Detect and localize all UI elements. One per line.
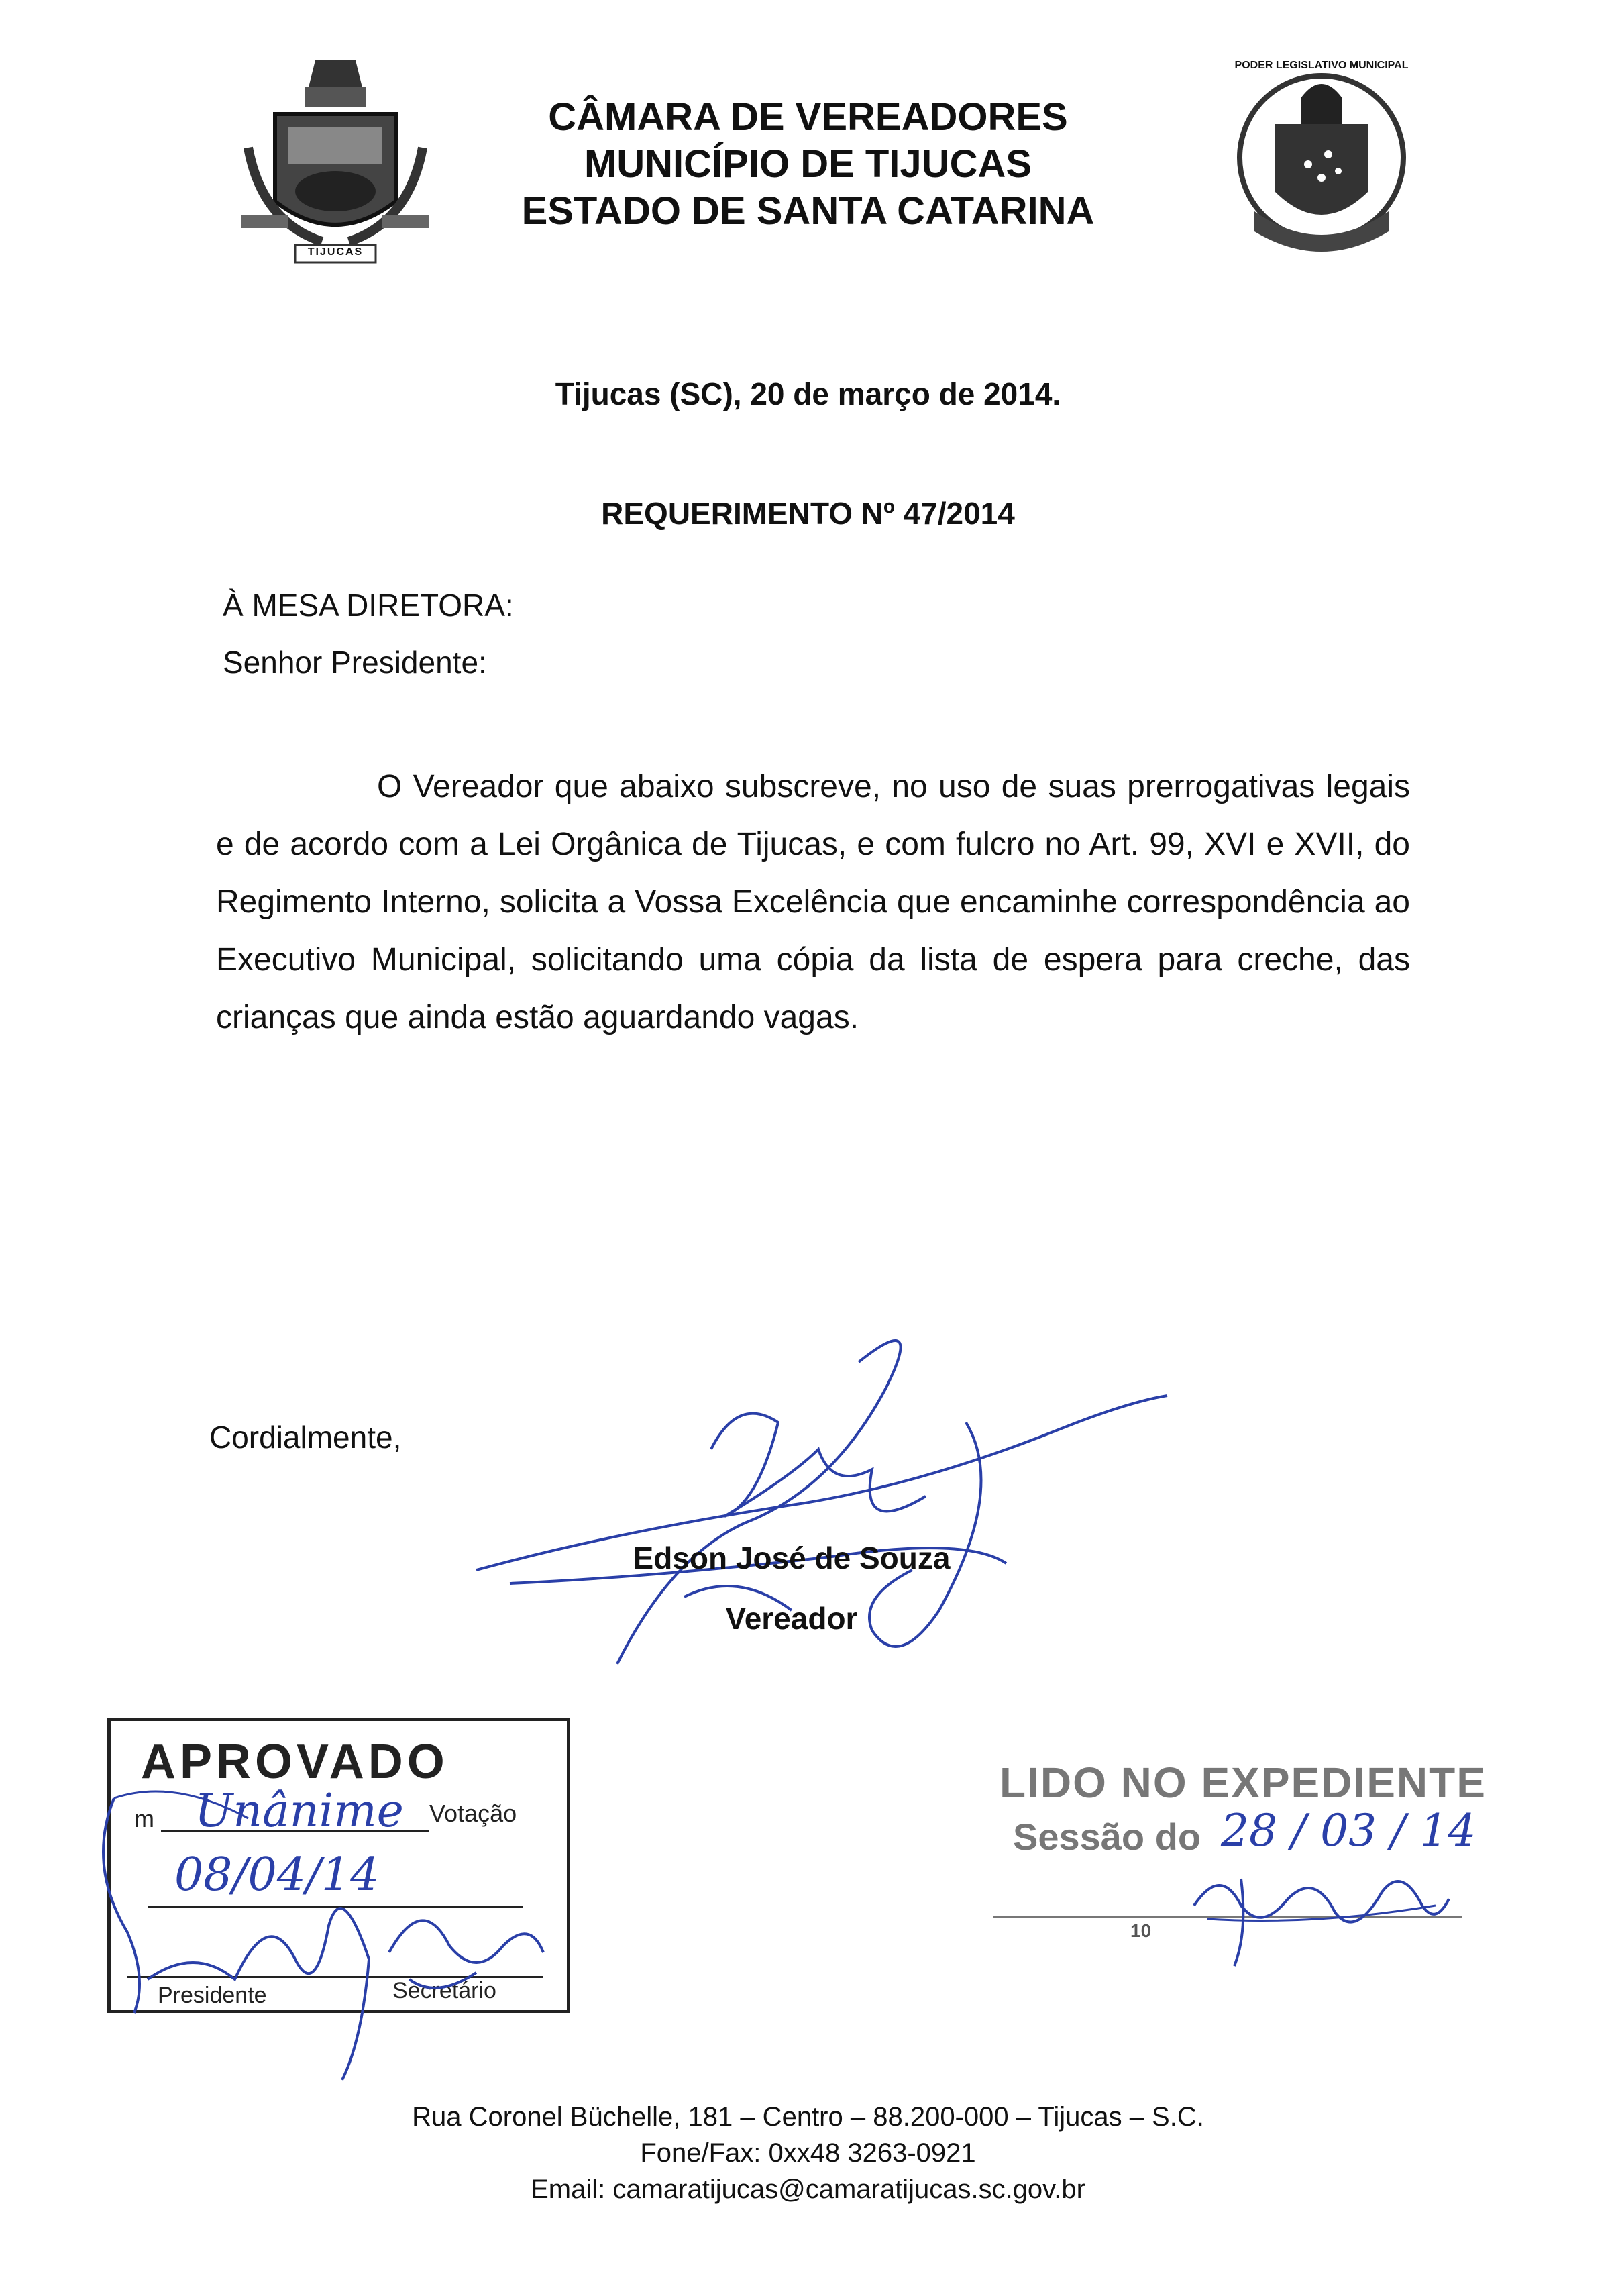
letterhead-line-3: ESTADO DE SANTA CATARINA [521,189,1095,233]
request-number: REQUERIMENTO Nº 47/2014 [601,496,1015,531]
letterhead-line-1: CÂMARA DE VEREADORES [548,95,1068,139]
document-date: Tijucas (SC), 20 de março de 2014. [555,376,1061,411]
legislative-seal [1228,57,1415,272]
secretario-label: Secretário [392,1978,496,2003]
footer-address: Rua Coronel Büchelle, 181 – Centro – 88.200-000 – Tijucas – S.C. [412,2102,1204,2132]
signature-scribble [456,1315,1194,1718]
letterhead-line-2: MUNICÍPIO DE TIJUCAS [584,142,1032,186]
reading-stamp-mark: 10 [1130,1920,1152,1941]
approval-stamp-prefix: m [134,1805,154,1832]
left-seal-label: TIJUCAS [307,246,364,258]
reading-stamp-title: LIDO NO EXPEDIENTE [1000,1759,1487,1807]
reading-stamp-session-label: Sessão do [1013,1816,1201,1858]
reading-signature-scribble [1181,1825,1462,1973]
request-body: O Vereador que abaixo subscreve, no uso de suas prerrogativas legais e de acordo com a Lei Orgânica de Tijucas, e com fulcro no Art. 99, XVI e XVII, do Regimento Interno, solicita a Vossa Excelência que encaminhe correspondência ao Executivo Municipal, solicitando uma cópia da lista de espera para creche, das crianças que ainda estão aguardando vagas. [216,769,1410,1035]
footer-phone: Fone/Fax: 0xx48 3263-0921 [640,2138,976,2168]
right-seal-label: PODER LEGISLATIVO MUNICIPAL [1234,60,1409,71]
presidente-label: Presidente [158,1983,267,2008]
votacao-label: Votação [429,1799,517,1827]
handwritten-votacao: Unânime [195,1785,404,1838]
approval-signatures-scribble [74,1758,570,2107]
handwritten-session-date: 28 / 03 / 14 [1221,1805,1476,1857]
closing: Cordialmente, [209,1420,402,1455]
approval-stamp-title: APROVADO [141,1735,449,1789]
greeting: Senhor Presidente: [223,645,487,680]
addressee: À MESA DIRETORA: [223,588,514,623]
handwritten-approval-date: 08/04/14 [174,1848,380,1901]
signatory-role: Vereador [725,1601,858,1636]
footer-email: Email: camaratijucas@camaratijucas.sc.gov.br [531,2175,1085,2204]
signatory-name: Edson José de Souza [633,1541,951,1575]
footer-contact [0,2099,1616,2207]
